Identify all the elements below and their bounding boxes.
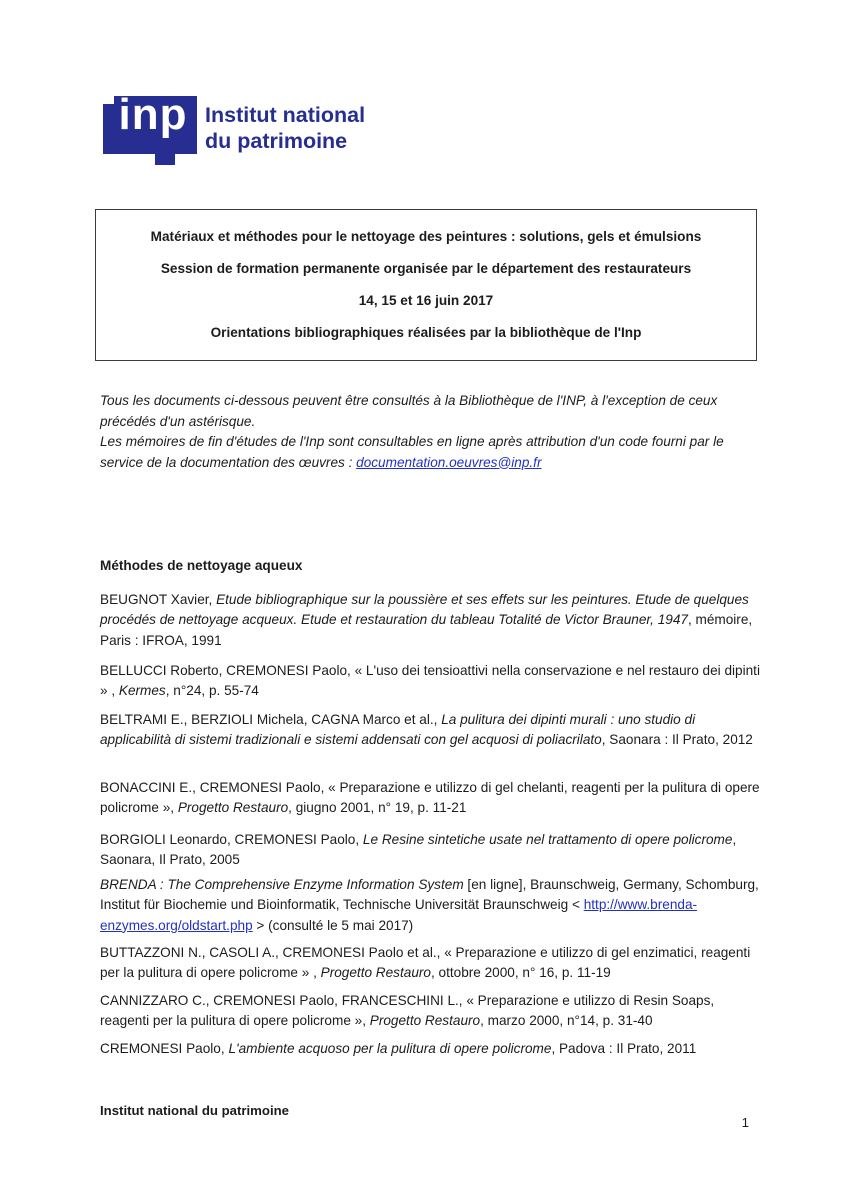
text-run: , marzo 2000, n°14, p. 31-40 [480,1013,653,1029]
section-heading: Méthodes de nettoyage aqueux [100,558,303,573]
footer-institution: Institut national du patrimoine [100,1103,290,1118]
text-run: Les mémoires de fin d'études de l'Inp sont consultables en ligne après attribution d'un code fourni par le service de la documentation des œuvres : [100,434,724,470]
text-run: Kermes [118,683,166,699]
text-run: BEUGNOT Xavier, [100,592,217,607]
text-run: Progetto Restauro [177,800,289,816]
bibliography-entry [100,590,761,651]
bibliography-entry [100,991,761,1032]
bibliography-entry [100,710,761,751]
text-run: , ottobre 2000, n° 16, p. 11-19 [430,965,611,981]
email-link[interactable]: documentation.oeuvres@inp.fr [356,454,542,470]
course-title: Matériaux et méthodes pour le nettoyage des peintures : solutions, gels et émulsions [150,229,702,244]
text-run: , Saonara, Il Prato, 2005 [100,832,737,868]
text-run: Tous les documents ci-dessous peuvent être consultés à la Bibliothèque de l'INP, à l'exception de ceux précédés d'un astérisque. [100,393,718,429]
text-run: Progetto Restauro [320,965,431,981]
text-run: L'ambiente acquoso per la pulitura di opere policrome [228,1041,552,1056]
text-run: BORGIOLI Leonardo, CREMONESI Paolo, [100,832,363,847]
text-run: , Padova : Il Prato, 2011 [551,1041,697,1056]
text-run: BUTTAZZONI N., CASOLI A., CREMONESI Paolo et al., « Preparazione e utilizzo di gel enzimatici, reagenti per la pulitura di opere policrome » , [100,945,751,981]
course-subtitle: Orientations bibliographiques réalisées par la bibliothèque de l'Inp [210,325,642,340]
text-run: BELTRAMI E., BERZIOLI Michela, CAGNA Marco et al., [100,712,442,727]
page-number: 1 [741,1115,749,1130]
text-run: Progetto Restauro [369,1013,481,1029]
text-run: BELLUCCI Roberto, CREMONESI Paolo, « L'uso dei tensioattivi nella conservazione e nel restauro dei dipinti » , [100,663,760,699]
bibliography-entry [100,943,761,984]
text-run: La pulitura dei dipinti murali : uno studio di applicabilità di sistemi tradizionali e sistemi addensati con gel acquosi di poliacrilato [100,712,696,748]
logo-name-line2: du patrimoine [205,129,348,153]
text-run: BRENDA : The Comprehensive Enzyme Information System [100,877,464,892]
course-session: Session de formation permanente organisée par le département des restaurateurs [160,261,692,276]
text-run: , giugno 2001, n° 19, p. 11-21 [288,800,467,816]
bibliography-entry [100,830,761,871]
bibliography-entry [100,875,761,936]
text-run: Etude bibliographique sur la poussière et ses effets sur les peintures. Etude de quelques procédés de nettoyage acqueux. Etude et restauration du tableau Totalité de Victor Brauner, 1947 [100,592,749,628]
text-run: CANNIZZARO C., CREMONESI Paolo, FRANCESCHINI L., « Preparazione e utilizzo di Resin Soaps, reagenti per la pulitura di opere policrome », [100,993,715,1029]
bibliography-entry [100,661,761,702]
bibliography-entry [100,1039,761,1059]
bibliography-list [100,0,761,1200]
text-run: > (consulté le 5 mai 2017) [252,917,414,933]
course-dates: 14, 15 et 16 juin 2017 [358,293,494,308]
text-run: , n°24, p. 55-74 [165,683,259,699]
text-run: , Saonara : Il Prato, 2012 [601,732,753,748]
logo-name-line1: Institut national [205,103,366,127]
text-run: Le Resine sintetiche usate nel trattamento di opere policrome [362,832,733,847]
text-run: , mémoire, Paris : IFROA, 1991 [100,612,753,648]
brenda-url-link[interactable]: http://www.brenda-enzymes.org/oldstart.php [100,897,698,933]
bibliography-entry [100,778,761,819]
text-run: CREMONESI Paolo, [100,1041,229,1056]
text-run: BONACCINI E., CREMONESI Paolo, « Preparazione e utilizzo di gel chelanti, reagenti per la pulitura di opere policrome », [100,780,760,816]
text-run: [en ligne], Braunschweig, Germany, Schomburg, Institut für Biochemie und Bioinformatik, Technische Universität Braunschweig < [100,877,759,913]
inp-logo-acronym: inp [118,90,188,139]
